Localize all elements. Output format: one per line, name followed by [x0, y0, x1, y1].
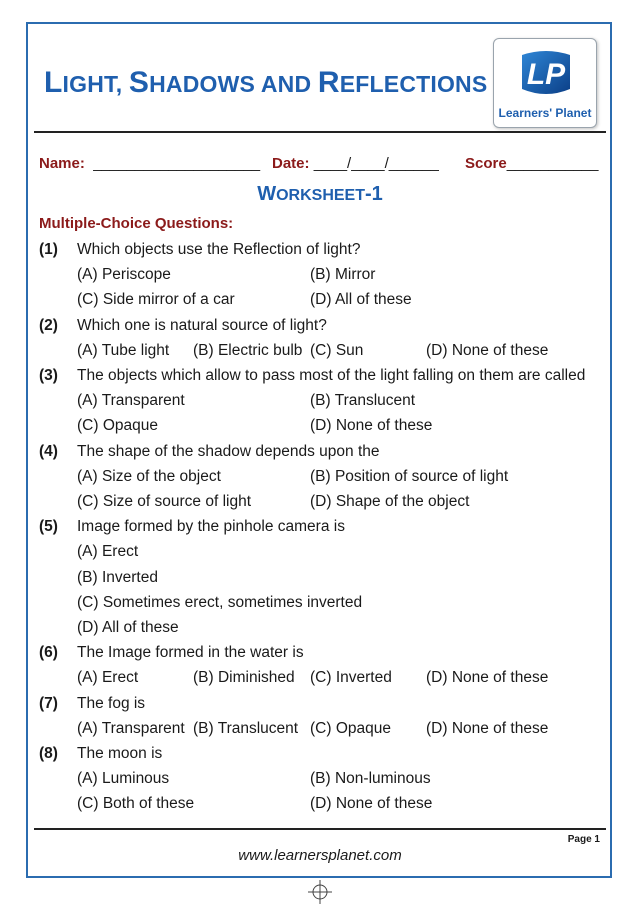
answer-option[interactable]: (C) Inverted — [310, 669, 392, 687]
question-number: (7) — [39, 694, 58, 712]
answer-option[interactable]: (D) All of these — [310, 291, 412, 309]
question-text: Which objects use the Reflection of light? — [77, 241, 361, 258]
answer-option[interactable]: (A) Periscope — [77, 266, 171, 284]
answer-option[interactable]: (B) Position of source of light — [310, 467, 509, 485]
question-text: The fog is — [77, 694, 146, 712]
question-number: (1) — [39, 241, 58, 258]
svg-text:LP: LP — [526, 58, 566, 91]
answer-option[interactable]: (C) Side mirror of a car — [77, 291, 235, 309]
answer-option[interactable]: (B) Translucent — [193, 719, 299, 737]
question-text: The shape of the shadow depends upon the — [77, 442, 380, 460]
logo-emblem-icon — [516, 45, 576, 105]
answer-option[interactable]: (B) Electric bulb — [193, 341, 303, 359]
footer-url[interactable]: www.learnersplanet.com — [238, 847, 402, 864]
answer-option[interactable]: (B) Diminished — [193, 669, 295, 687]
answer-option[interactable]: (B) Translucent — [310, 392, 416, 410]
answer-option[interactable]: (B) Non-luminous — [310, 770, 431, 788]
answer-option[interactable]: (A) Erect — [77, 669, 139, 687]
answer-option[interactable]: (C) Size of source of light — [77, 493, 252, 510]
question-number: (2) — [39, 316, 58, 334]
answer-option[interactable]: (A) Tube light — [77, 341, 170, 359]
answer-option[interactable]: (D) Shape of the object — [310, 493, 470, 510]
question-number: (5) — [39, 518, 58, 536]
answer-option[interactable]: (C) Opaque — [77, 417, 158, 435]
question-text: The objects which allow to pass most of the light falling on them are called — [77, 367, 586, 384]
date-field[interactable]: Date: ____/____/______ — [272, 155, 439, 172]
footer-divider — [34, 828, 606, 830]
registration-mark-icon — [308, 880, 332, 904]
question-text: Image formed by the pinhole camera is — [77, 518, 345, 536]
section-heading: Multiple-Choice Questions: — [39, 215, 234, 232]
worksheet-number: WORKSHEET-1 — [257, 183, 383, 205]
answer-option[interactable]: (C) Both of these — [77, 795, 195, 813]
worksheet-title: LIGHT, SHADOWS AND REFLECTIONS — [44, 66, 488, 99]
question-number: (3) — [39, 367, 58, 384]
answer-option[interactable]: (C) Opaque — [310, 719, 391, 737]
question-number: (6) — [39, 644, 58, 662]
question-text: The moon is — [77, 745, 163, 762]
answer-option[interactable]: (A) Luminous — [77, 770, 170, 788]
question-text: Which one is natural source of light? — [77, 316, 327, 334]
answer-option[interactable]: (C) Sun — [310, 341, 364, 359]
answer-option[interactable]: (C) Sometimes erect, sometimes inverted — [77, 593, 363, 611]
answer-option[interactable]: (A) Erect — [77, 543, 139, 561]
answer-option[interactable]: (D) None of these — [426, 669, 549, 687]
answer-option[interactable]: (A) Size of the object — [77, 467, 221, 485]
answer-option[interactable]: (A) Transparent — [77, 719, 185, 737]
header-divider — [34, 131, 606, 133]
logo-text: Learners' Planet — [498, 106, 592, 120]
answer-option[interactable]: (D) None of these — [426, 341, 549, 359]
page-number: Page 1 — [567, 834, 600, 845]
learners-planet-logo — [493, 38, 597, 128]
answer-option[interactable]: (D) All of these — [77, 619, 179, 636]
answer-option[interactable]: (D) None of these — [310, 795, 433, 813]
answer-option[interactable]: (B) Inverted — [77, 568, 158, 586]
answer-option[interactable]: (D) None of these — [426, 719, 549, 737]
question-text: The Image formed in the water is — [77, 644, 304, 662]
answer-option[interactable]: (A) Transparent — [77, 392, 185, 410]
answer-option[interactable]: (B) Mirror — [310, 266, 376, 284]
name-field[interactable]: Name: ____________________ — [39, 155, 261, 172]
question-number: (4) — [39, 442, 58, 460]
question-number: (8) — [39, 745, 58, 762]
score-field[interactable]: Score___________ — [465, 155, 599, 172]
answer-option[interactable]: (D) None of these — [310, 417, 433, 435]
